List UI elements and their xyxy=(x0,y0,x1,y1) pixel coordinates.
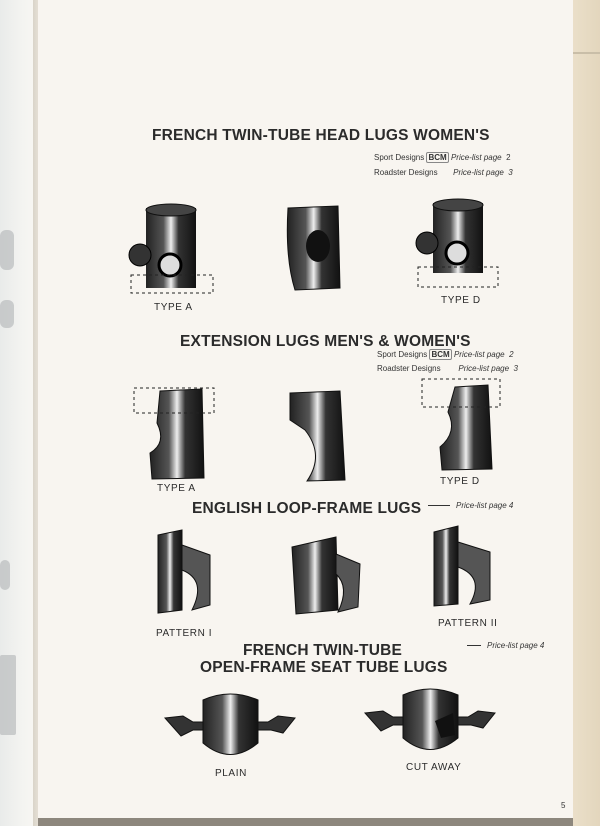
ghost-image xyxy=(0,655,16,735)
extension-lug-middle-illustration xyxy=(285,385,355,485)
ghost-image xyxy=(0,300,14,328)
section-title-extension-lugs: EXTENSION LUGS MEN'S & WOMEN'S xyxy=(180,333,471,350)
caption-pattern-2: PATTERN II xyxy=(438,618,498,629)
caption-plain: PLAIN xyxy=(215,768,247,779)
caption-pattern-1: PATTERN I xyxy=(156,628,213,639)
caption-type-d: TYPE D xyxy=(440,476,480,487)
section-title-line1: FRENCH TWIN-TUBE xyxy=(243,642,403,659)
price-ref-roadster: Roadster Designs Price-list page 3 xyxy=(374,168,513,177)
ghost-image xyxy=(0,230,14,270)
price-ref: Price-list page 4 xyxy=(467,641,544,650)
seat-lug-cut-away-illustration xyxy=(363,683,498,758)
seat-lug-plain-illustration xyxy=(163,688,298,763)
caption-type-a: TYPE A xyxy=(157,483,196,494)
price-ref-roadster: Roadster Designs Price-list page 3 xyxy=(377,364,518,373)
loop-lug-middle-illustration xyxy=(288,532,363,617)
caption-type-a: TYPE A xyxy=(154,302,193,313)
section-title-english-loop-frame: ENGLISH LOOP-FRAME LUGS xyxy=(192,500,422,517)
bcm-badge: BCM xyxy=(431,350,450,359)
section-title-line2: OPEN-FRAME SEAT TUBE LUGS xyxy=(200,659,448,676)
caption-type-d: TYPE D xyxy=(441,295,481,306)
price-ref: Price-list page 4 xyxy=(428,501,513,510)
facing-page-edge xyxy=(0,0,33,826)
page-bottom-edge xyxy=(38,818,573,826)
section-title-head-lugs: FRENCH TWIN-TUBE HEAD LUGS WOMEN'S xyxy=(152,127,490,144)
bcm-badge: BCM xyxy=(428,153,447,162)
extension-lug-type-d-illustration xyxy=(420,377,510,477)
page-stack-edge xyxy=(573,0,600,826)
head-lug-type-d-illustration xyxy=(415,195,505,290)
loop-lug-pattern-1-illustration xyxy=(152,525,222,615)
price-ref-sport: Sport Designs BCM Price-list page 2 xyxy=(374,153,511,162)
price-ref-sport: Sport Designs BCM Price-list page 2 xyxy=(377,350,514,359)
head-lug-middle-illustration xyxy=(280,198,350,293)
loop-lug-pattern-2-illustration xyxy=(430,522,500,612)
caption-cut-away: CUT AWAY xyxy=(406,762,462,773)
ghost-image xyxy=(0,560,10,590)
head-lug-type-a-illustration xyxy=(128,200,218,295)
extension-lug-type-a-illustration xyxy=(132,383,222,483)
page-number: 5 xyxy=(561,801,566,810)
